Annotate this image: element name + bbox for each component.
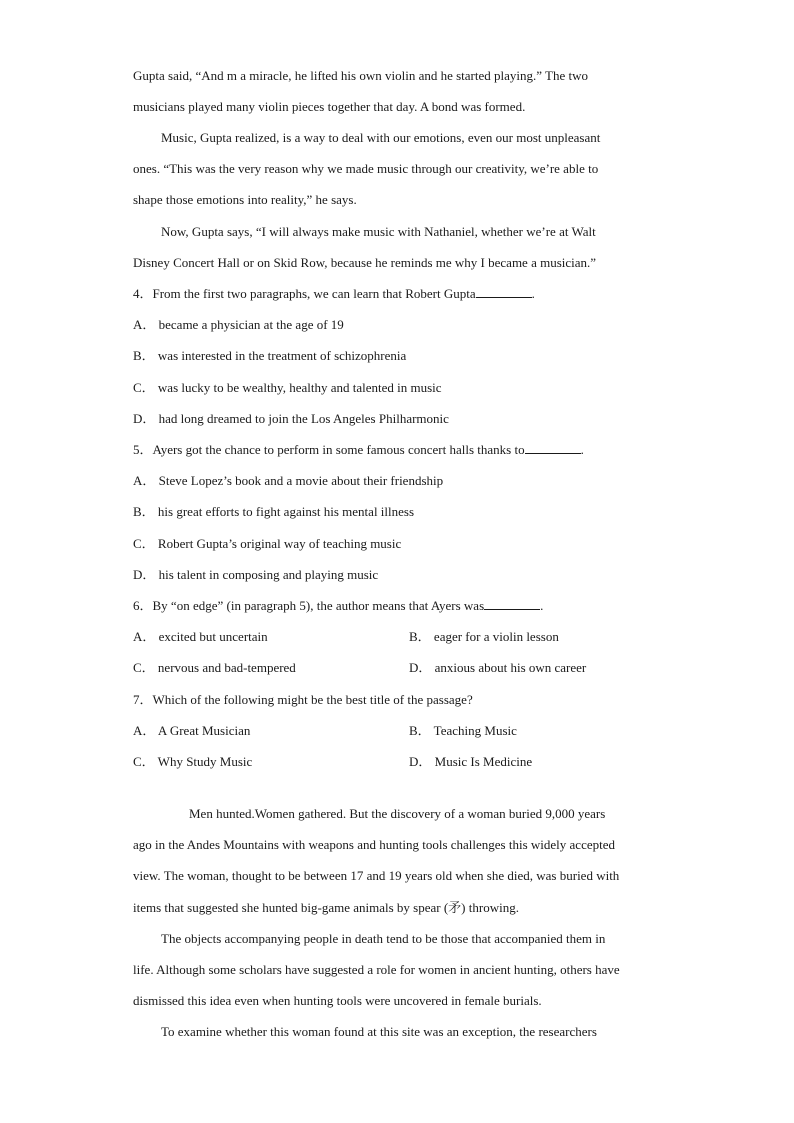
answer-blank (476, 286, 532, 298)
question-5-text: 5．Ayers got the chance to perform in some famous concert halls thanks to (133, 442, 525, 457)
passage2-line-7: dismissed this idea even when hunting tools were uncovered in female burials. (133, 993, 542, 1008)
question-6-text: 6．By “on edge” (in paragraph 5), the author means that Ayers was (133, 598, 485, 613)
passage1-line-7: Disney Concert Hall or on Skid Row, because he reminds me why I became a musician.” (133, 255, 597, 270)
question-7-option-c: C． Why Study Music (133, 754, 253, 769)
question-4-end: . (531, 286, 535, 301)
question-6-option-a: A． excited but uncertain (133, 629, 268, 644)
passage1-line-1: Gupta said, “And m a miracle, he lifted his own violin and he started playing.” The two (133, 68, 589, 83)
question-6-option-b: B． eager for a violin lesson (409, 629, 559, 644)
question-5-stem (133, 442, 584, 458)
passage2-line-5: The objects accompanying people in death tend to be those that accompanied them in (161, 931, 606, 946)
passage1-line-5: shape those emotions into reality,” he says. (133, 192, 357, 207)
question-6-option-d: D． anxious about his own career (409, 660, 587, 675)
question-6-stem (133, 598, 543, 614)
answer-blank (525, 442, 581, 454)
question-4-option-a: A． became a physician at the age of 19 (133, 317, 344, 332)
passage2-line-8: To examine whether this woman found at this site was an exception, the researchers (161, 1024, 597, 1039)
question-4-option-b: B． was interested in the treatment of schizophrenia (133, 348, 407, 363)
question-6-option-c: C． nervous and bad-tempered (133, 660, 296, 675)
passage1-line-4: ones. “This was the very reason why we made music through our creativity, we’re able to (133, 161, 599, 176)
question-5-option-b: B． his great efforts to fight against his mental illness (133, 504, 415, 519)
passage2-line-2: ago in the Andes Mountains with weapons and hunting tools challenges this widely accepted (133, 837, 615, 852)
question-5-option-d: D． his talent in composing and playing music (133, 567, 379, 582)
passage1-line-2: musicians played many violin pieces together that day. A bond was formed. (133, 99, 526, 114)
question-4-option-d: D． had long dreamed to join the Los Angeles Philharmonic (133, 411, 449, 426)
question-6-end: . (540, 598, 544, 613)
question-7-option-a: A． A Great Musician (133, 723, 251, 738)
passage1-line-3: Music, Gupta realized, is a way to deal with our emotions, even our most unpleasant (161, 130, 601, 145)
passage1-line-6: Now, Gupta says, “I will always make music with Nathaniel, whether we’re at Walt (161, 224, 596, 239)
question-5-option-c: C． Robert Gupta’s original way of teaching music (133, 536, 402, 551)
passage2-line-1: Men hunted.Women gathered. But the discovery of a woman buried 9,000 years (189, 806, 606, 821)
question-4-text: 4．From the first two paragraphs, we can learn that Robert Gupta (133, 286, 476, 301)
question-4-option-c: C． was lucky to be wealthy, healthy and talented in music (133, 380, 442, 395)
question-5-end: . (580, 442, 584, 457)
answer-blank (484, 598, 540, 610)
passage2-line-4: items that suggested she hunted big-game animals by spear (矛) throwing. (133, 900, 519, 915)
question-4-stem (133, 286, 535, 302)
passage2-line-3: view. The woman, thought to be between 17 and 19 years old when she died, was buried with (133, 868, 620, 883)
question-7-option-d: D． Music Is Medicine (409, 754, 533, 769)
question-7-option-b: B． Teaching Music (409, 723, 517, 738)
passage2-line-6: life. Although some scholars have suggested a role for women in ancient hunting, others have (133, 962, 620, 977)
question-5-option-a: A． Steve Lopez’s book and a movie about their friendship (133, 473, 444, 488)
question-7-stem: 7．Which of the following might be the best title of the passage? (133, 692, 473, 707)
